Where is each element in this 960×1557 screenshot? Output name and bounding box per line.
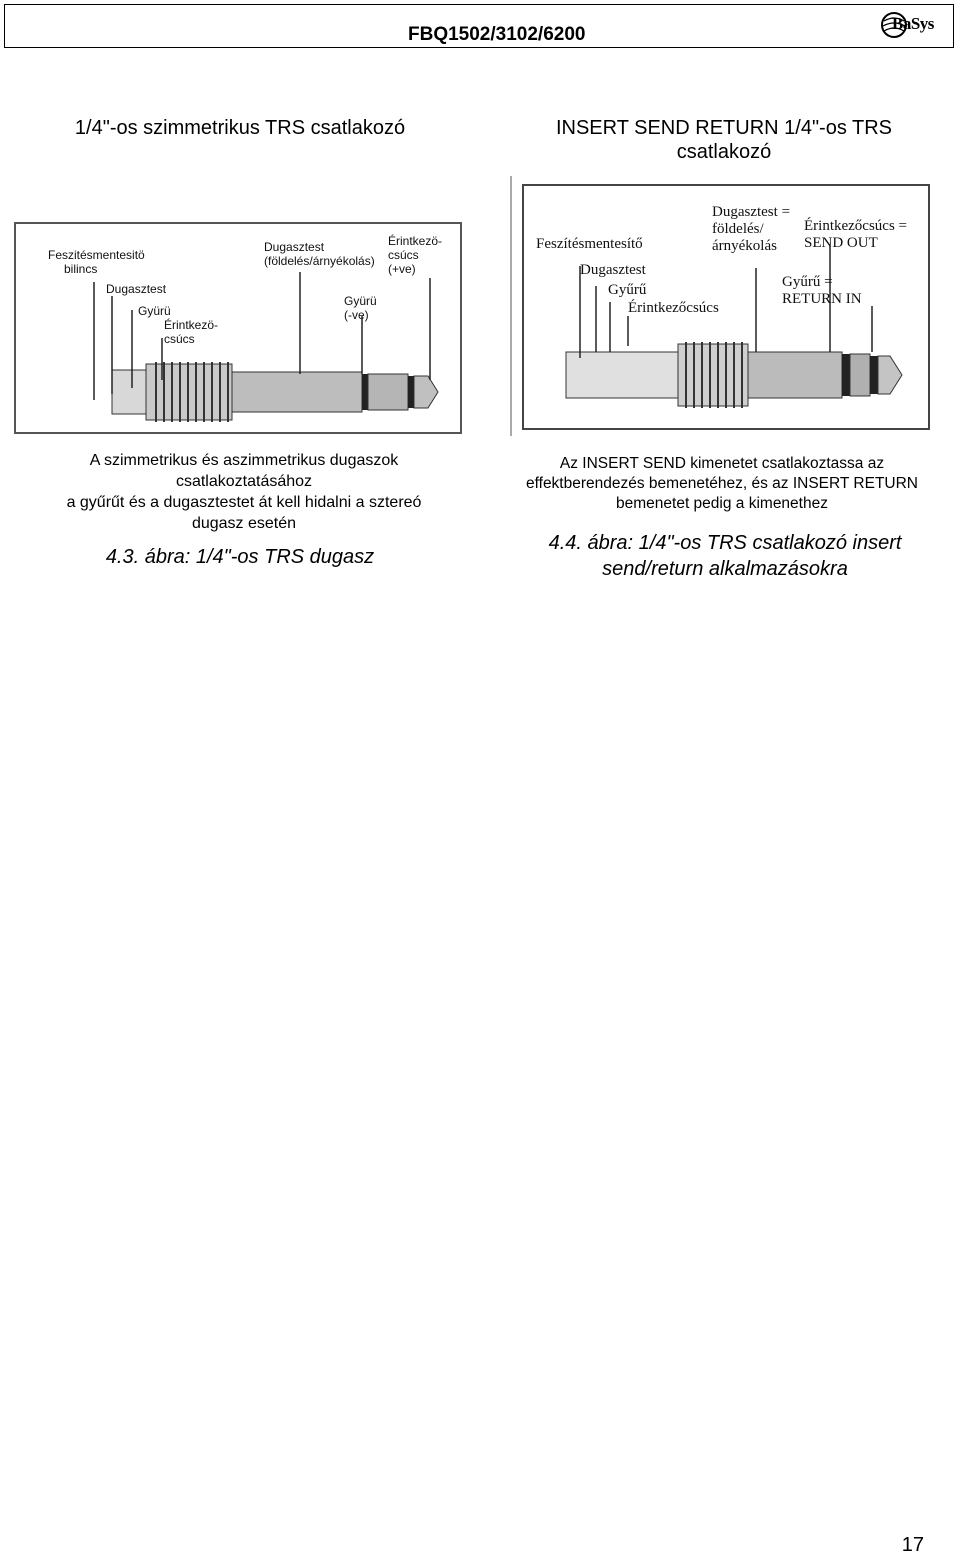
- label-ring: Gyürü: [138, 304, 171, 318]
- label-ring-ve: Gyürü (-ve): [344, 294, 377, 322]
- label-body: Dugasztest = földelés/ árnyékolás: [712, 204, 791, 254]
- label-clamp: Feszítésmentesítő: [536, 236, 643, 252]
- figure-caption-4-3: 4.3. ábra: 1/4"-os TRS dugasz: [105, 546, 375, 568]
- label-sleeve: Dugasztest: [106, 282, 167, 296]
- figure-caption-4-4: 4.4. ábra: 1/4"-os TRS csatlakozó insert send/return alkalmazásokra: [548, 532, 902, 580]
- page-number: 17: [901, 1534, 924, 1556]
- label-body: Dugasztest (földelés/árnyékolás): [264, 240, 375, 268]
- figure-frame-line: [510, 176, 512, 436]
- insert-plug-diagram-right: [522, 184, 930, 430]
- label-tip: Érintkezö- csúcs: [164, 318, 219, 346]
- left-description: A szimmetrikus és aszimmetrikus dugaszok csatlakoztatásához a gyűrűt és a dugasztestet át kell hidalni a sztereó dugasz esetén: [66, 452, 422, 532]
- logo-text: BaSys: [892, 14, 934, 33]
- model-number: FBQ1502/3102/6200: [408, 24, 586, 45]
- label-tip-send: Érintkezőcsúcs = SEND OUT: [804, 218, 908, 251]
- right-section-title: INSERT SEND RETURN 1/4"-os TRS csatlakozó: [555, 117, 893, 163]
- label-clamp: Feszitésmentesitö bilincs: [48, 248, 145, 276]
- label-ring: Gyűrű: [608, 282, 647, 298]
- trs-plug-diagram-left: [14, 222, 462, 434]
- label-tip-ve: Érintkezö- csúcs (+ve): [388, 234, 443, 276]
- label-ring-return: Gyűrű = RETURN IN: [782, 274, 862, 307]
- label-tip: Érintkezőcsúcs: [628, 300, 719, 316]
- label-sleeve: Dugasztest: [580, 262, 646, 278]
- right-description: Az INSERT SEND kimenetet csatlakoztassa az effektberendezés bemenetéhez, és az INSERT RETURN bemenetet pedig a kimenethez: [525, 455, 918, 512]
- left-section-title: 1/4"-os szimmetrikus TRS csatlakozó: [74, 117, 406, 139]
